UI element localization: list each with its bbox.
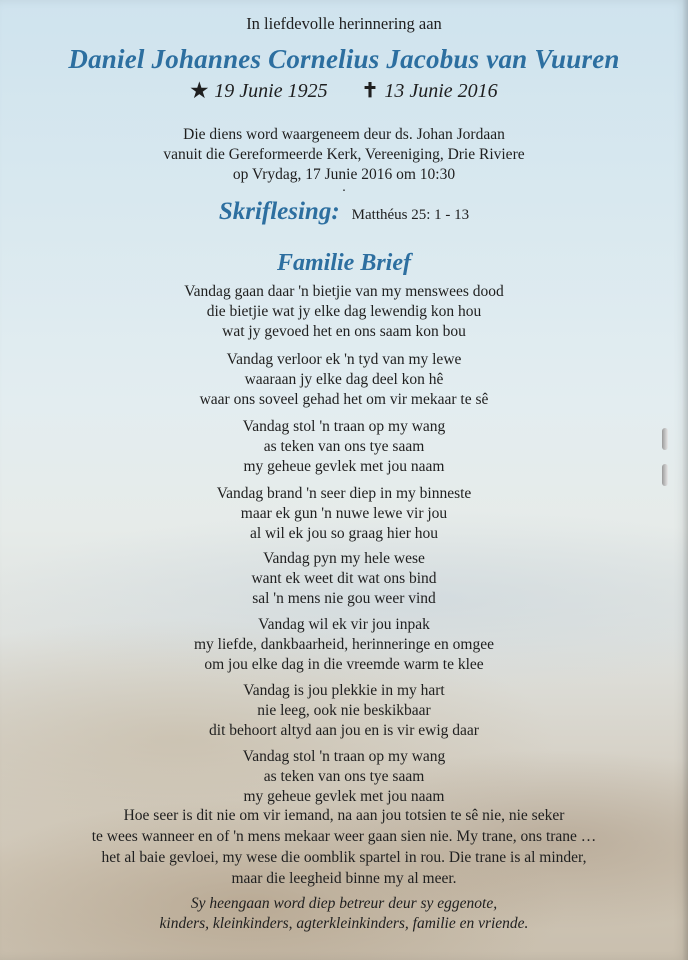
poem-line: sal 'n mens nie gou weer vind xyxy=(252,590,436,607)
poem-line: wat jy gevoed het en ons saam kon bou xyxy=(222,323,466,340)
poem-line: my geheue gevlek met jou naam xyxy=(243,458,445,475)
poem-line: my liefde, dankbaarheid, herinneringe en omgee xyxy=(194,636,494,653)
poem-line: Vandag stol 'n traan op my wang xyxy=(242,748,446,765)
service-line: vanuit die Gereformeerde Kerk, Vereeniging, Drie Riviere xyxy=(163,146,525,163)
star-icon: ★ xyxy=(190,80,209,102)
cross-icon: ✝ xyxy=(361,80,379,102)
poem-line: Vandag brand 'n seer diep in my binneste xyxy=(216,485,472,502)
poem-line: nie leeg, ook nie beskikbaar xyxy=(257,702,431,719)
life-dates xyxy=(0,78,688,103)
scripture-label: Skriflesing: xyxy=(218,198,340,225)
scripture-reference: Matthéus 25: 1 - 13 xyxy=(351,207,470,223)
poem-line: die bietjie wat jy elke dag lewendig kon hou xyxy=(206,303,482,320)
death-date: 13 Junie 2016 xyxy=(384,80,498,102)
poem-line: dit behoort altyd aan jou en is vir ewig daar xyxy=(209,722,479,739)
poem-line: want ek weet dit wat ons bind xyxy=(251,570,437,587)
signoff-line: kinders, kleinkinders, agterkleinkinders, familie en vriende. xyxy=(159,915,529,932)
closing-line: te wees wanneer en of 'n mens mekaar weer gaan sien nie. My trane, ons trane … xyxy=(91,828,597,845)
poem-line: waar ons soveel gehad het om vir mekaar te sê xyxy=(199,391,489,408)
poem-line: Vandag is jou plekkie in my hart xyxy=(243,682,445,699)
poem-line: Vandag gaan daar 'n bietjie van my menswees dood xyxy=(184,283,504,300)
service-line: Die diens word waargeneem deur ds. Johan Jordaan xyxy=(183,126,505,143)
poem-line: Vandag stol 'n traan op my wang xyxy=(242,418,446,435)
poem-heading: Familie Brief xyxy=(277,250,411,276)
intro-line: In liefdevolle herinnering aan xyxy=(246,14,442,33)
deceased-name: Daniel Johannes Cornelius Jacobus van Vuuren xyxy=(68,44,620,74)
service-line: op Vrydag, 17 Junie 2016 om 10:30 xyxy=(232,166,456,183)
poem-line: om jou elke dag in die vreemde warm te klee xyxy=(204,656,484,673)
signoff-line: Sy heengaan word diep betreur deur sy eggenote, xyxy=(190,895,498,912)
poem-line: Vandag pyn my hele wese xyxy=(263,550,425,567)
poem-line: Vandag wil ek vir jou inpak xyxy=(258,616,430,633)
poem-line: Vandag verloor ek 'n tyd van my lewe xyxy=(226,351,462,368)
poem-line: waaraan jy elke dag deel kon hê xyxy=(244,371,444,388)
closing-line: Hoe seer is dit nie om vir iemand, na aan jou totsien te sê nie, nie seker xyxy=(123,807,565,824)
closing-line: maar die leegheid binne my al meer. xyxy=(231,870,457,887)
separator-dot: . xyxy=(342,180,346,195)
poem-line: al wil ek jou so graag hier hou xyxy=(249,525,439,542)
scripture-reading xyxy=(0,198,688,226)
poem-line: maar ek gun 'n nuwe lewe vir jou xyxy=(240,505,448,522)
poem-line: as teken van ons tye saam xyxy=(263,438,425,455)
poem-line: my geheue gevlek met jou naam xyxy=(243,788,445,805)
poem-line: as teken van ons tye saam xyxy=(263,768,425,785)
birth-date: 19 Junie 1925 xyxy=(214,80,328,102)
closing-line: het al baie gevloei, my wese die oomblik spartel in rou. Die trane is al minder, xyxy=(101,849,587,866)
